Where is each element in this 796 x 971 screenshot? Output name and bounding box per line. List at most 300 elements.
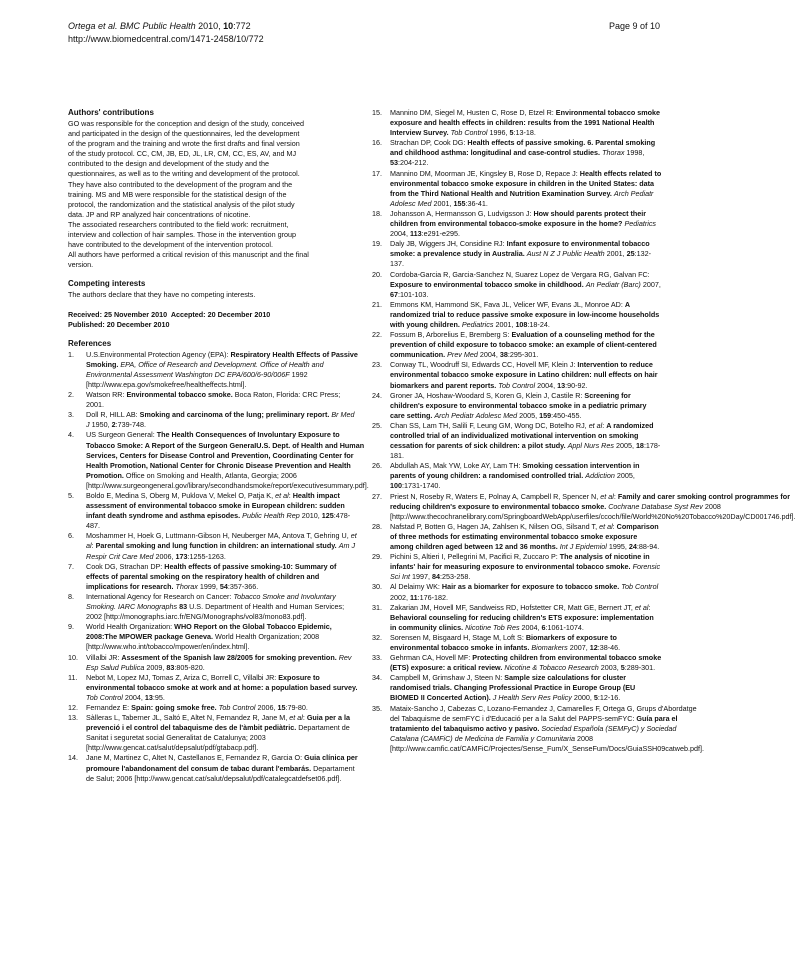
reference-text	[86, 703, 358, 713]
reference-item	[372, 391, 662, 421]
reference-item	[372, 673, 662, 703]
reference-segment: Appl Nurs Res	[567, 441, 614, 451]
reference-segment: Nebot M, Lopez MJ, Tomas Z, Ariza C, Borrell C, Villalbi JR:	[86, 672, 279, 682]
reference-segment: Environmental tobacco smoke.	[126, 390, 233, 400]
reference-segment: :88-94.	[636, 542, 660, 552]
reference-number: 9.	[68, 622, 74, 632]
received-accepted	[68, 310, 358, 320]
reference-segment: 5	[620, 663, 625, 673]
reference-item	[372, 603, 662, 633]
reference-segment: Smoking cessation intervention in parents of young children: a randomised controlled trial.	[390, 461, 640, 481]
reference-segment: :18-24.	[527, 319, 550, 329]
reference-text	[390, 552, 662, 582]
reference-item	[372, 169, 662, 209]
reference-item	[372, 653, 662, 673]
reference-text	[390, 461, 662, 491]
reference-segment: et al	[599, 521, 613, 531]
reference-segment: 25	[626, 249, 635, 259]
reference-segment: :79-80.	[285, 702, 308, 712]
references-heading: References	[68, 338, 112, 348]
reference-segment: Tob Control	[450, 128, 488, 138]
page-header	[68, 20, 660, 46]
reference-segment: Health effects of passive smoking-10: Summary of effects of parental smoking on the respiratory health of children and implications for research.	[86, 561, 337, 591]
reference-segment: Abdullah AS, Mak YW, Loke AY, Lam TH:	[390, 461, 523, 471]
reference-segment: :	[91, 541, 96, 551]
reference-number: 17.	[372, 168, 382, 178]
reference-text	[390, 360, 662, 390]
reference-segment: 125	[321, 511, 334, 521]
reference-segment: Biomarkers of exposure to environmental tobacco smoke in infants.	[390, 632, 617, 652]
reference-segment: 13	[557, 380, 566, 390]
reference-segment: Cochrane Database Syst Rev	[608, 501, 703, 511]
reference-item	[372, 360, 662, 390]
reference-segment: 2001,	[431, 198, 454, 208]
reference-segment: 83	[166, 662, 175, 672]
reference-text	[390, 673, 662, 703]
reference-item	[68, 531, 358, 561]
reference-segment: 1992 [http://www.epa.gov/smokefree/healtheffects.html].	[86, 369, 308, 389]
reference-segment: :805-820.	[174, 662, 205, 672]
reference-text	[390, 300, 662, 330]
reference-item	[68, 673, 358, 703]
accepted-date: Accepted: 20 December 2010	[170, 309, 271, 319]
reference-item	[68, 622, 358, 652]
reference-item	[372, 582, 662, 602]
page-number: Page 9 of 10	[608, 21, 660, 31]
reference-segment: :253-258.	[439, 572, 471, 582]
reference-segment: Evaluation of a counseling method for the prevention of child exposure to tobacco smoke: an example of client-centered communication.	[390, 330, 657, 360]
reference-segment: An Pediatr (Barc)	[585, 279, 641, 289]
reference-segment: Jane M, Martinez C, Altet N, Castellanos E, Fernandez R, Garcia O:	[86, 753, 305, 763]
reference-number: 35.	[372, 703, 382, 713]
reference-segment: Addiction	[585, 471, 615, 481]
reference-segment: Tob Control	[621, 582, 659, 592]
reference-segment: Departament de Sanitat i seguretat social Generalitat de Catalunya; 2003 [http://www.gencat.cat/salut/depsalut/pdf/gtabacp.pdf].	[86, 723, 350, 753]
reference-segment: 1999,	[197, 581, 220, 591]
reference-number: 18.	[372, 208, 382, 218]
reference-segment: :13-18.	[513, 128, 536, 138]
reference-segment: The Health Consequences of Involuntary Exposure to Tobacco Smoke: A Report of the Surgeon GeneraIU.S. Dept. of Health and Human Services, Centers for Disease Control and Prevention, Coordinating Center for Health Promotion, National Center for Chronic Disease Prevention and Health Promotion.	[86, 430, 365, 480]
reference-segment: et al	[634, 602, 649, 612]
competing-section	[68, 279, 358, 300]
reference-segment: 2004,	[519, 622, 542, 632]
reference-segment: 1950,	[89, 420, 112, 430]
reference-segment: :178-181.	[390, 441, 661, 461]
reference-segment: J Health Serv Res Policy	[492, 693, 572, 703]
reference-segment: Villalbi JR:	[86, 652, 122, 662]
reference-text	[390, 522, 662, 552]
reference-segment: Public Health Rep	[242, 511, 300, 521]
reference-segment: :1731-1740.	[402, 481, 441, 491]
header-journal: BMC Public Health	[120, 21, 196, 31]
reference-segment: :289-301.	[624, 663, 656, 673]
left-column	[68, 108, 369, 784]
reference-segment: Environmental tobacco smoke exposure and health effects in children: results from the 1991 National Health Interview Survey.	[390, 108, 661, 138]
reference-segment: 13	[144, 692, 153, 702]
reference-segment: Mataix-Sancho J, Cabezas C, Lozano-Fernandez J, Camarelles F, Ortega G, Grups d'Abordatge del Tabaquisme de semFYC i d'Educació per a la Salut del PAPPS-semFYC:	[390, 703, 697, 723]
reference-segment: Comparison of three methods for estimating environmental tobacco smoke exposure among children aged between 12 and 36 months.	[390, 521, 659, 552]
reference-segment: et al	[275, 491, 289, 500]
reference-text	[390, 582, 662, 602]
reference-segment: EPA, Office of Research and Development. Office of Health and Environmental Assessment Washington DC EPA/600/6-90/006F	[86, 359, 324, 379]
reference-item	[372, 138, 662, 168]
reference-text	[390, 421, 662, 461]
reference-segment: Groner JA, Hoshaw-Woodard S, Koren G, Klein J, Castile R:	[390, 390, 585, 400]
reference-segment: 2004,	[122, 692, 145, 702]
reference-text	[86, 491, 358, 531]
contributions-line: questionnaires, as well as to the writing and development of the protocol.	[68, 169, 300, 179]
reference-text	[86, 622, 358, 652]
reference-segment: 2009,	[144, 662, 167, 672]
reference-segment: Assesment of the Spanish law 28/2005 for smoking prevention.	[121, 652, 337, 662]
reference-segment: :204-212.	[398, 158, 429, 168]
reference-number: 19.	[372, 239, 382, 249]
reference-number: 21.	[372, 299, 382, 309]
reference-segment: Tob Control	[218, 702, 256, 712]
reference-segment: Conway TL, Woodruff SI, Edwards CC, Hovell MF, Klein J:	[390, 360, 578, 370]
reference-number: 8.	[68, 591, 74, 601]
reference-text	[390, 391, 662, 421]
reference-segment: 38	[499, 350, 508, 360]
reference-segment: :	[612, 521, 617, 531]
reference-text	[86, 713, 358, 753]
reference-segment: Hair as a biomarker for exposure to tobacco smoke.	[441, 582, 620, 592]
reference-item	[68, 653, 358, 673]
reference-segment: :357-366.	[227, 581, 259, 591]
reference-segment: 2006,	[153, 551, 176, 561]
reference-number: 16.	[372, 138, 382, 148]
reference-item	[372, 108, 662, 138]
reference-number: 34.	[372, 673, 382, 683]
reference-segment: Behavioral counseling for reducing children's ETS exposure: implementation in community clinics.	[390, 612, 654, 632]
reference-segment: :	[613, 491, 618, 501]
reference-segment: Al Delaimy WK:	[390, 582, 442, 592]
reference-item	[372, 461, 662, 491]
reference-number: 31.	[372, 602, 382, 612]
reference-text	[390, 138, 662, 168]
received-date: Received: 25 November 2010	[68, 309, 168, 319]
reference-segment: Respiratory Health Effects of Passive Smoking.	[86, 349, 358, 369]
contributions-line: and participated in the design of the questionnaires, led the development	[68, 129, 300, 139]
reference-text	[390, 209, 662, 239]
contributions-line: The associated researchers contributed to the field work: recruitment,	[68, 219, 289, 229]
reference-item	[68, 562, 358, 592]
references-list-left	[68, 349, 369, 784]
reference-segment: 2001,	[493, 319, 516, 329]
reference-item	[372, 552, 662, 582]
reference-segment: Forensic Sci Int	[390, 562, 661, 582]
reference-number: 4.	[68, 430, 74, 440]
reference-text	[390, 633, 662, 653]
reference-segment: 1996,	[487, 128, 510, 138]
reference-segment: Prev Med	[447, 350, 478, 360]
reference-segment: Sàlleras L, Taberner JL, Saltó E, Altet N, Fernandez R, Jane M,	[86, 713, 290, 723]
reference-text	[390, 108, 662, 138]
reference-segment: Priest N, Roseby R, Waters E, Polnay A, Campbell R, Spencer N,	[390, 491, 601, 501]
reference-segment: :	[288, 491, 293, 500]
contributions-line: training. MS and MB were responsible for the statistical design of the	[68, 189, 287, 199]
reference-item	[68, 592, 358, 622]
contributions-line: They have also contributed to the development of the program and the	[68, 179, 293, 189]
reference-segment: 5	[593, 693, 598, 703]
reference-segment: Nafstad P, Botten G, Hagen JA, Zahlsen K, Nilsen OG, Silsand T,	[390, 521, 600, 531]
reference-number: 2.	[68, 390, 74, 400]
contributions-section	[68, 108, 358, 270]
reference-segment: 2004,	[535, 380, 558, 390]
reference-segment: Fernandez E:	[86, 702, 132, 712]
reference-text	[86, 673, 358, 703]
header-volume: 10	[223, 21, 234, 31]
reference-text	[390, 492, 796, 522]
reference-segment: A randomized trial to reduce passive smoke exposure in low-income households with young children.	[390, 299, 660, 329]
reference-segment: 2000,	[571, 693, 594, 703]
reference-text	[390, 330, 662, 360]
contributions-line: interview and collection of hair samples. Those in the intervention group	[68, 230, 296, 240]
reference-segment: 15	[277, 702, 286, 712]
reference-item	[68, 713, 358, 753]
reference-item	[372, 522, 662, 552]
reference-segment: Family and carer smoking control programmes for reducing children's exposure to environmental tobacco smoke.	[390, 491, 790, 511]
reference-segment: Am J Respir Crit Care Med	[86, 541, 356, 561]
reference-text	[86, 562, 358, 592]
reference-segment: 100	[390, 481, 402, 491]
reference-item	[372, 491, 796, 522]
reference-item	[68, 703, 358, 713]
reference-segment: 2003,	[598, 663, 621, 673]
reference-item	[372, 270, 662, 300]
reference-segment: 54	[219, 581, 228, 591]
reference-number: 23.	[372, 360, 382, 370]
published-date: Published: 20 December 2010	[68, 319, 170, 329]
reference-segment: Fossum B, Arborelius E, Bremberg S:	[390, 330, 512, 340]
reference-segment: 2005,	[613, 441, 636, 451]
contributions-text	[68, 119, 358, 270]
reference-number: 12.	[68, 702, 78, 712]
reference-segment: :90-92.	[565, 380, 588, 390]
reference-segment: Sample size calculations for cluster randomised trials. Changing Professional Practice in Europe Group (EU BIOMED II Concerted Action).	[390, 673, 636, 703]
reference-number: 6.	[68, 531, 74, 541]
reference-segment: Health impact assessment of environmental tobacco smoke in European children: sudden infant death syndrome and asthma episodes.	[86, 491, 345, 521]
reference-segment: Parental smoking and lung function in children: an international study.	[95, 541, 337, 551]
reference-segment: Nicotine & Tobacco Research	[504, 663, 599, 673]
reference-segment: et al	[289, 713, 303, 723]
reference-segment: A randomized controlled trial of an individualized motivational intervention on smoking cessation for parents of sick children: a pilot study.	[390, 420, 654, 451]
reference-item	[372, 300, 662, 330]
header-authors: Ortega et al.	[68, 21, 118, 31]
reference-number: 27.	[372, 491, 382, 501]
right-column	[372, 108, 796, 754]
reference-segment: 173	[175, 551, 188, 561]
reference-segment: Screening for children's exposure to environmental tobacco smoke in a pediatric primary care setting.	[390, 390, 647, 420]
reference-segment: Br Med J	[86, 410, 355, 430]
reference-segment: Arch Pediatr Adolesc Med	[390, 188, 654, 208]
reference-segment: Emmons KM, Hammond SK, Fava JL, Velicer WF, Evans JL, Monroe AD:	[390, 299, 625, 309]
reference-segment: 67	[390, 289, 398, 299]
reference-segment: 1998,	[624, 148, 645, 158]
reference-segment: Infant exposure to environmental tobacco smoke: a prevalence study in Australia.	[390, 239, 650, 259]
reference-segment: 2	[111, 420, 116, 430]
reference-segment: :478-487.	[86, 511, 351, 531]
reference-segment: :450-455.	[551, 410, 582, 420]
reference-segment: Arch Pediatr Adolesc Med	[434, 410, 518, 420]
reference-segment: 2007,	[567, 642, 590, 652]
reference-segment: :739-748.	[115, 420, 146, 430]
reference-segment: :12-16.	[597, 693, 621, 703]
reference-segment: Thorax	[602, 148, 625, 158]
header-url[interactable]: http://www.biomedcentral.com/1471-2458/10/772	[68, 34, 264, 44]
reference-number: 5.	[68, 491, 74, 500]
reference-segment: Pediatrics	[461, 319, 494, 329]
reference-item	[372, 421, 662, 461]
reference-segment: World Health Organization:	[86, 622, 175, 632]
reference-text	[390, 169, 662, 209]
reference-item	[372, 703, 704, 754]
reference-text	[86, 390, 358, 410]
reference-segment: :1061-1074.	[545, 622, 584, 632]
reference-segment: :38-46.	[597, 642, 621, 652]
reference-segment: U.S. Department of Health and Human Services; 2002 [http://monographs.iarc.fr/ENG/Monographs/vol83/mono83.pdf].	[86, 602, 345, 622]
contributions-line: GO was responsible for the conception and design of the study, conceived	[68, 119, 304, 128]
reference-item	[372, 633, 662, 653]
reference-segment: Spain: going smoke free.	[131, 702, 217, 712]
reference-segment: :	[302, 713, 307, 723]
reference-number: 14.	[68, 753, 78, 763]
reference-segment: 2004,	[390, 229, 410, 239]
reference-segment: Daly JB, Wiggers JH, Considine RJ:	[390, 239, 507, 249]
reference-number: 33.	[372, 653, 382, 663]
competing-text: The authors declare that they have no competing interests.	[68, 290, 256, 300]
reference-item	[372, 330, 662, 360]
reference-segment: 155	[453, 198, 466, 208]
reference-segment: 53	[390, 158, 398, 168]
reference-segment: 113	[409, 229, 422, 239]
reference-segment: :e291-e295.	[421, 229, 460, 239]
contributions-line: contributed to the design and development of the study and the	[68, 159, 269, 169]
reference-text	[86, 350, 358, 390]
reference-segment: 12	[589, 642, 598, 652]
reference-segment: International Agency for Research on Cancer:	[86, 591, 234, 601]
reference-segment: Mannino DM, Siegel M, Husten C, Rose D, Etzel R:	[390, 108, 556, 117]
reference-segment: 83	[179, 602, 188, 612]
reference-segment: 2008 [http://www.thecochranelibrary.com/SpringboardWebApp/userfiles/ccoch/file/World%20No%20Tobacco%20Day/CD001746.pdf].	[390, 501, 796, 521]
reference-segment: Sorensen M, Bisgaard H, Stage M, Loft S:	[390, 632, 526, 642]
reference-segment: 159	[539, 410, 552, 420]
reference-item	[372, 239, 662, 269]
reference-segment: Guia clínica per promoure l'abandonament del consum de tabac durant l'embarás.	[86, 753, 358, 773]
reference-segment: 6	[541, 622, 546, 632]
reference-segment: 1997,	[409, 572, 432, 582]
contributions-line: of the study protocol. CC, CM, JB, ED, JL, LR, CM, CC, ES, AV, and MJ	[68, 149, 297, 159]
reference-segment: WHO Report on the Global Tobacco Epidemic, 2008:The MPOWER package Geneva.	[86, 622, 332, 642]
reference-segment: Chan SS, Lam TH, Salili F, Leung GM, Wong DC, Botelho RJ,	[390, 420, 589, 430]
reference-number: 26.	[372, 461, 382, 471]
reference-segment: Nicotine Tob Res	[465, 622, 520, 632]
reference-segment: Departament de Salut; 2006 [http://www.gencat.cat/salut/depsalut/pdf/catalegcatdefset06.pdf].	[86, 763, 355, 783]
reference-number: 30.	[372, 582, 382, 592]
reference-segment: Tob Control	[86, 692, 123, 702]
reference-item	[68, 753, 358, 783]
reference-segment: 18	[635, 441, 644, 451]
header-article: :772	[233, 21, 251, 31]
reference-segment: 24	[628, 542, 637, 552]
reference-segment: Guia per a la prevenció i el control del tabaquisme des de l'àmbit pediàtric.	[86, 713, 350, 733]
reference-segment: et al	[588, 420, 603, 430]
reference-segment: 2007,	[640, 279, 661, 289]
reference-segment: Smoking and carcinoma of the lung; preliminary report.	[139, 410, 330, 420]
reference-segment: 2005,	[517, 410, 540, 420]
reference-segment: U.S.Environmental Protection Agency (EPA):	[86, 349, 231, 359]
reference-segment: 2005,	[614, 471, 635, 481]
reference-number: 1.	[68, 349, 74, 359]
reference-number: 13.	[68, 713, 78, 723]
reference-segment: Rev Esp Salud Publica	[86, 652, 352, 672]
reference-segment: Strachan DP, Cook DG:	[390, 138, 468, 148]
reference-segment: :295-301.	[507, 350, 539, 360]
reference-segment: Aust N Z J Public Health	[526, 249, 605, 259]
reference-segment: Johansson A, Hermansson G, Ludvigsson J:	[390, 208, 534, 218]
reference-segment: Int J Epidemiol	[559, 542, 607, 552]
reference-segment: US Surgeon General:	[86, 430, 157, 440]
reference-segment: 2010,	[299, 511, 322, 521]
reference-segment: et al	[600, 491, 614, 501]
reference-segment: 11	[409, 592, 418, 602]
reference-segment: Tobacco Smoke and Involuntary Smoking. IARC Monographs	[86, 591, 336, 612]
citation-line	[68, 20, 660, 33]
contributions-line: protocol, the randomization and the statistical analysis of the pilot study	[68, 199, 295, 209]
reference-segment: Biomarkers	[531, 642, 568, 652]
reference-segment: :101-103.	[398, 289, 429, 299]
reference-segment: How should parents protect their children from environmental tobacco-smoke exposure in the home?	[390, 208, 647, 229]
contributions-line: All authors have performed a critical revision of this manuscript and the final	[68, 250, 309, 260]
reference-number: 3.	[68, 410, 74, 420]
reference-segment: Exposure to environmental tobacco smoke in childhood.	[390, 279, 584, 289]
reference-segment: Pichini S, Altieri I, Pellegrini M, Pacifici R, Zuccaro P:	[390, 552, 560, 562]
reference-segment: Thorax	[175, 581, 198, 591]
contributions-heading: Authors' contributions	[68, 108, 154, 117]
reference-item	[68, 390, 358, 410]
reference-segment: 1995,	[606, 542, 629, 552]
reference-number: 15.	[372, 108, 382, 117]
header-year: 2010,	[198, 21, 221, 31]
reference-segment: Campbell M, Grimshaw J, Steen N:	[390, 673, 505, 683]
reference-text	[86, 592, 358, 622]
reference-item	[68, 430, 369, 491]
reference-number: 29.	[372, 552, 382, 562]
reference-segment: 2002,	[390, 592, 410, 602]
reference-number: 22.	[372, 330, 382, 340]
contributions-line: have contributed to the development of the intervention protocol.	[68, 240, 273, 250]
reference-segment: 2004,	[477, 350, 500, 360]
reference-segment: 2001,	[604, 249, 627, 259]
reference-segment: Boldo E, Medina S, Oberg M, Puklova V, Mekel O, Patja K,	[86, 491, 276, 500]
reference-segment: Pediatrics	[624, 219, 657, 229]
reference-number: 25.	[372, 420, 382, 430]
reference-segment: Office on Smoking and Health, Atlanta, Georgia; 2006 [http://www.surgeongeneral.gov/library/secondhandsmoke/report/executivesummary.pdf].	[86, 470, 369, 490]
reference-number: 32.	[372, 632, 382, 642]
reference-text	[86, 430, 369, 491]
dates-section	[68, 310, 358, 330]
reference-item	[68, 491, 358, 531]
reference-text	[390, 603, 662, 633]
reference-number: 28.	[372, 521, 382, 531]
competing-heading: Competing interests	[68, 279, 146, 289]
reference-number: 24.	[372, 390, 382, 400]
reference-segment: The analysis of nicotine in infants' hair for measuring exposure to environmental tobacco smoke.	[390, 552, 650, 572]
reference-segment: Watson RR:	[86, 390, 127, 400]
contributions-line: data. JP and RP analyzed hair concentrations of nicotine.	[68, 209, 251, 219]
reference-text	[390, 270, 662, 300]
reference-segment: 2006,	[255, 702, 278, 712]
